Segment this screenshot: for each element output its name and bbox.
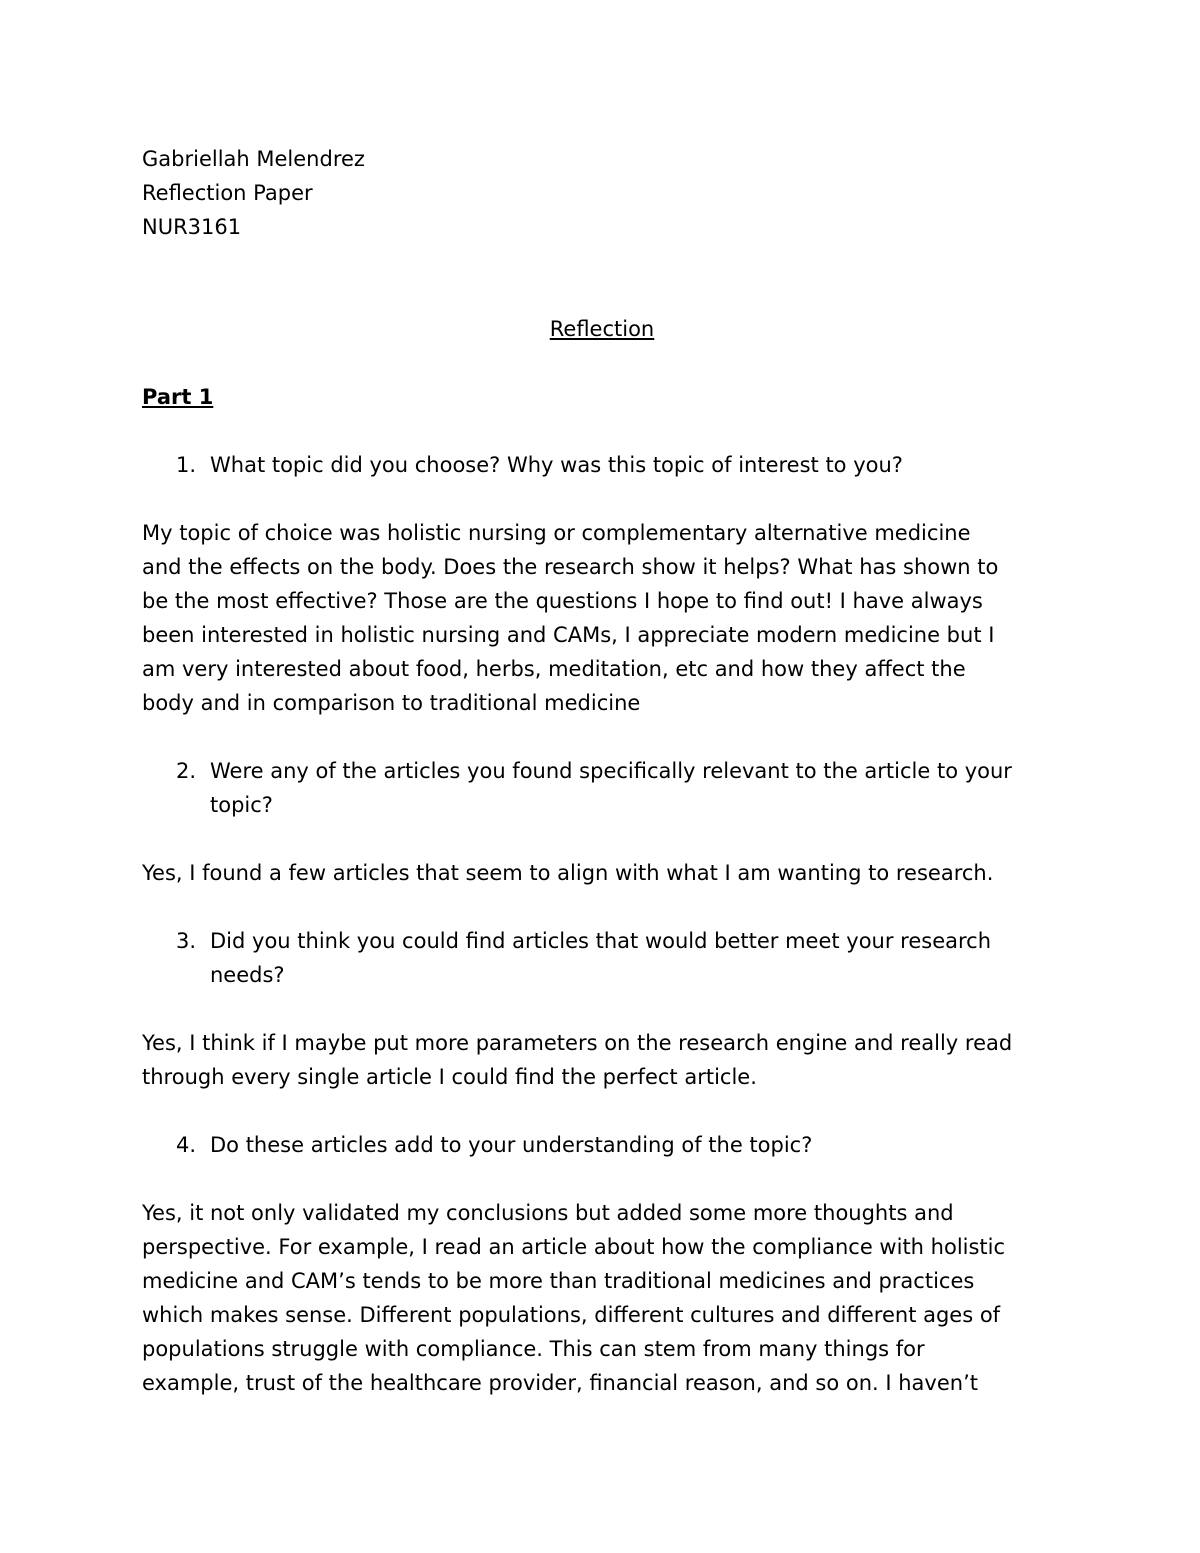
question-text xyxy=(210,448,1062,482)
answer-line: perspective. For example, I read an article about how the compliance with holistic xyxy=(142,1235,1006,1259)
question-number: 3. xyxy=(176,929,197,953)
question-2 xyxy=(142,754,1062,822)
question-line: Do these articles add to your understanding of the topic? xyxy=(210,1133,813,1157)
question-number: 4. xyxy=(176,1133,197,1157)
answer-line: been interested in holistic nursing and CAMs, I appreciate modern medicine but I xyxy=(142,623,995,647)
question-line: needs? xyxy=(210,963,285,987)
answer-2 xyxy=(142,856,1062,890)
answer-line: be the most effective? Those are the questions I hope to find out! I have always xyxy=(142,589,983,613)
question-number: 1. xyxy=(176,453,197,477)
question-4 xyxy=(142,1128,1062,1162)
answer-line: body and in comparison to traditional medicine xyxy=(142,691,641,715)
answer-line: which makes sense. Different populations, different cultures and different ages of xyxy=(142,1303,1001,1327)
question-text xyxy=(210,754,1062,822)
answer-line: and the effects on the body. Does the research show it helps? What has shown to xyxy=(142,555,999,579)
course-code: NUR3161 xyxy=(142,215,242,239)
answer-line: Yes, I think if I maybe put more parameters on the research engine and really read xyxy=(142,1031,1013,1055)
question-1 xyxy=(142,448,1062,482)
answer-3 xyxy=(142,1026,1062,1094)
answer-4 xyxy=(142,1196,1062,1400)
document-title: Reflection xyxy=(549,317,655,341)
answer-line: example, trust of the healthcare provider, financial reason, and so on. I haven’t xyxy=(142,1371,978,1395)
question-line: topic? xyxy=(210,793,273,817)
document-type: Reflection Paper xyxy=(142,181,313,205)
answer-line: Yes, I found a few articles that seem to align with what I am wanting to research. xyxy=(142,861,994,885)
questions-list xyxy=(142,448,1062,1400)
question-number: 2. xyxy=(176,759,197,783)
question-line: What topic did you choose? Why was this topic of interest to you? xyxy=(210,453,903,477)
question-text xyxy=(210,924,1062,992)
answer-line: am very interested about food, herbs, meditation, etc and how they affect the xyxy=(142,657,966,681)
answer-line: medicine and CAM’s tends to be more than traditional medicines and practices xyxy=(142,1269,975,1293)
answer-line: Yes, it not only validated my conclusions but added some more thoughts and xyxy=(142,1201,954,1225)
question-line: Were any of the articles you found specifically relevant to the article to your xyxy=(210,759,1012,783)
question-text xyxy=(210,1128,1062,1162)
author-name: Gabriellah Melendrez xyxy=(142,147,365,171)
answer-line: through every single article I could find the perfect article. xyxy=(142,1065,757,1089)
answer-1 xyxy=(142,516,1062,720)
document-body xyxy=(142,142,1062,1400)
question-line: Did you think you could find articles that would better meet your research xyxy=(210,929,992,953)
header-block xyxy=(142,142,1062,244)
answer-line: populations struggle with compliance. This can stem from many things for xyxy=(142,1337,925,1361)
question-3 xyxy=(142,924,1062,992)
answer-line: My topic of choice was holistic nursing or complementary alternative medicine xyxy=(142,521,971,545)
part-heading: Part 1 xyxy=(142,385,214,409)
